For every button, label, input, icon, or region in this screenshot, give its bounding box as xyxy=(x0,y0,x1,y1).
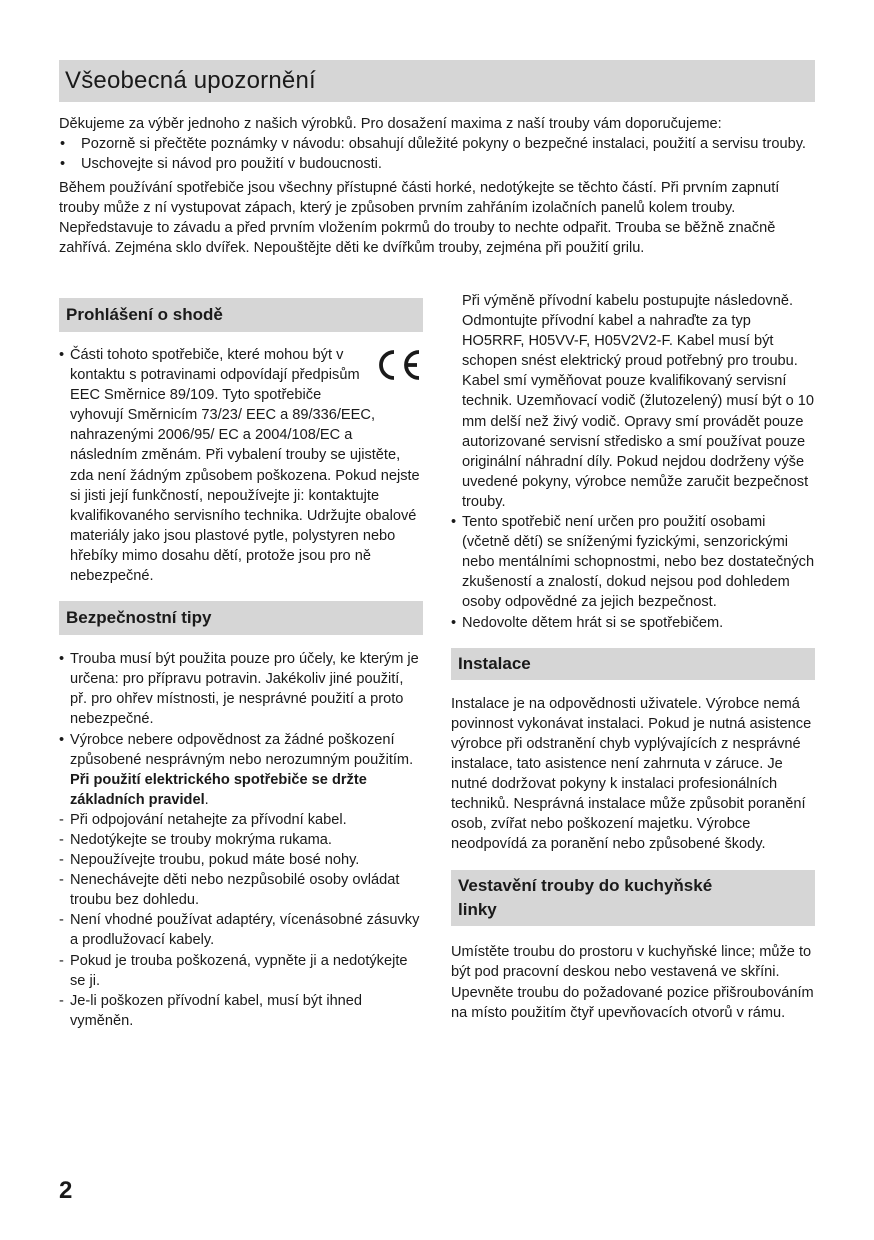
safety-dash-text: Nepoužívejte troubu, pokud máte bosé nohy. xyxy=(70,852,360,869)
builtin-text: Umístěte troubu do prostoru v kuchyňské lince; může to být pod pracovní deskou nebo vestavená ve skříni. Upevněte troubu do požadované pozice přišroubováním na místo použitím čtyř upevňovacích otvorů v rámu. xyxy=(451,944,814,1021)
safety-bullet-bold: Při použití elektrického spotřebiče se držte základních pravidel xyxy=(70,771,367,808)
safety-dash-text: Pokud je trouba poškozená, vypněte ji a nedotýkejte se ji. xyxy=(70,952,408,989)
safety-bullet-text: Výrobce nebere odpovědnost za žádné poškození způsobené nesprávným nebo nerozumným použitím. xyxy=(70,731,414,768)
safety-bullet xyxy=(451,613,815,633)
safety-dash-item xyxy=(59,910,423,950)
safety-dash-item xyxy=(59,850,423,870)
safety-bullet xyxy=(59,730,423,810)
safety-dash-item xyxy=(59,951,423,991)
intro-bullet-text: Pozorně si přečtěte poznámky v návodu: obsahují důležité pokyny o bezpečné instalaci, použití a servisu trouby. xyxy=(81,136,806,152)
intro-bullet-text: Uschovejte si návod pro použití v budoucnosti. xyxy=(81,156,382,172)
dash-marker: - xyxy=(59,852,64,869)
dash-marker: - xyxy=(59,952,64,969)
page-number: 2 xyxy=(59,1177,73,1204)
safety-dash-text: Není vhodné používat adaptéry, vícenásobné zásuvky a prodlužovací kabely. xyxy=(70,912,420,949)
safety-dash-text: Nedotýkejte se trouby mokrýma rukama. xyxy=(70,831,332,848)
page-title: Všeobecná upozornění xyxy=(59,60,815,102)
safety-bullet xyxy=(59,649,423,729)
intro-bullet xyxy=(59,154,819,174)
installation-text: Instalace je na odpovědnosti uživatele. Výrobce nemá povinnost vykonávat instalaci. Pokud je nutná asistence výrobce při odstranění chyb vyplývajících z nesprávné instalace, tato asistence není zahrnuta v záruce. Je nutné dodržovat pokyny k instalaci profesionálních techniků. Nesprávná instalace může způsobit poranění osob, zvířat nebo poškození majetku. Výrobce neodpovídá za poranění nebo způsobené škody. xyxy=(451,695,812,853)
dash-marker: - xyxy=(59,912,64,929)
safety-bullet-text: Nedovolte dětem hrát si se spotřebičem. xyxy=(462,614,724,631)
conformity-text: Části tohoto spotřebiče, které mohou být v kontaktu s potravinami odpovídají předpisům EEC Směrnice 89/109. Tyto spotřebiče vyhovují Směrnicím 73/23/ EEC a 89/336/EEC, nahrazenými 2006/95/ EC a 2004/108/EC a následním změnám. Při vybalení trouby se ujistěte, zda není žádným způsobem poškozena. Pokud nejste si jisti její funkčností, nepoužívejte ji: kontaktujte kvalifikovaného servisního technika. Udržujte obalové materiály jako jsou plastové pytle, polystyren nebo hřebíky mimo dosahu dětí, protože jsou pro ně nebezpečné. xyxy=(70,347,420,585)
ce-mark-text: CE xyxy=(373,347,375,348)
bullet-marker: • xyxy=(59,651,65,668)
section-heading-installation: Instalace xyxy=(451,648,815,680)
bullet-marker: • xyxy=(60,156,66,172)
safety-bullet-text: Tento spotřebič není určen pro použití osobami (včetně dětí) se sníženými fyzickými, senzorickými nebo mentálními schopnostmi, nebo bez dostatečných zkušeností a znalostí, dokud nejsou pod dohledem osoby odpovědné za jejich bezpečnost. xyxy=(462,514,815,611)
safety-bullet-end: . xyxy=(204,791,209,808)
safety-dash-item xyxy=(59,870,423,910)
safety-dash-text: Nenechávejte děti nebo nezpůsobilé osoby ovládat troubu bez dohledu. xyxy=(70,872,400,909)
dash-marker: - xyxy=(59,811,64,828)
intro-opening: Děkujeme za výběr jednoho z našich výrobků. Pro dosažení maxima z naší trouby vám doporučujeme: xyxy=(59,116,722,132)
safety-dash-item xyxy=(59,810,423,830)
ce-mark-icon xyxy=(373,347,423,389)
safety-dash-item xyxy=(59,991,423,1031)
left-column xyxy=(59,298,423,1031)
bullet-marker: • xyxy=(60,136,66,152)
bullet-marker: • xyxy=(451,614,457,631)
dash-marker: - xyxy=(59,992,64,1009)
safety-dash-text: Je-li poškozen přívodní kabel, musí být ihned vyměněn. xyxy=(70,992,363,1029)
safety-dash-item xyxy=(59,830,423,850)
safety-bullet-text: Trouba musí být použita pouze pro účely, ke kterým je určena: pro přípravu potravin. Jakékoliv jiné použití, př. pro ohřev místnosti, je nesprávné použití a proto nebezpečné. xyxy=(70,651,419,728)
intro-section xyxy=(59,114,819,258)
right-column xyxy=(451,291,815,1023)
bullet-marker: • xyxy=(59,347,65,363)
dash-marker: - xyxy=(59,872,64,889)
section-heading-conformity: Prohlášení o shodě xyxy=(59,298,423,332)
bullet-marker: • xyxy=(59,731,65,748)
safety-dash-text: Při odpojování netahejte za přívodní kabel. xyxy=(70,811,347,828)
intro-paragraph: Během používání spotřebiče jsou všechny přístupné části horké, nedotýkejte se těchto částí. Při prvním zapnutí trouby může z ní vystupovat zápach, který je způsoben prvním zahřáním izolačních panelů kolem trouby. Nepředstavuje to závadu a před prvním vložením pokrmů do trouby to nechte odpařit. Trouba se běžně značně zahřívá. Zejména sklo dvířek. Nepouštějte děti ke dvířkům trouby, zejména při použití grilu. xyxy=(59,180,780,256)
conformity-item xyxy=(59,345,423,586)
section-heading-safety: Bezpečnostní tipy xyxy=(59,601,423,635)
cable-replacement-text: Při výměně přívodní kabelu postupujte následovně. Odmontujte přívodní kabel a nahraďte za typ HO5RRF, H05VV-F, H05V2V2-F. Kabel musí být schopen snést elektrický proud potřebný pro troubu. Kabel smí vyměňovat pouze kvalifikovaný servisní technik. Uzemňovací vodič (žlutozelený) musí být o 10 mm delší než živý vodič. Opravy smí provádět pouze autorizované servisní středisko a smí používat pouze originální náhradní díly. Pokud nejdou dodrženy výše uvedené pokyny, výrobce nemůže zaručit bezpečnost trouby. xyxy=(462,293,815,510)
bullet-marker: • xyxy=(451,514,457,531)
intro-bullet xyxy=(59,134,819,154)
safety-bullet xyxy=(451,512,815,612)
dash-marker: - xyxy=(59,831,64,848)
section-heading-builtin: Vestavění trouby do kuchyňské linky xyxy=(451,870,815,926)
